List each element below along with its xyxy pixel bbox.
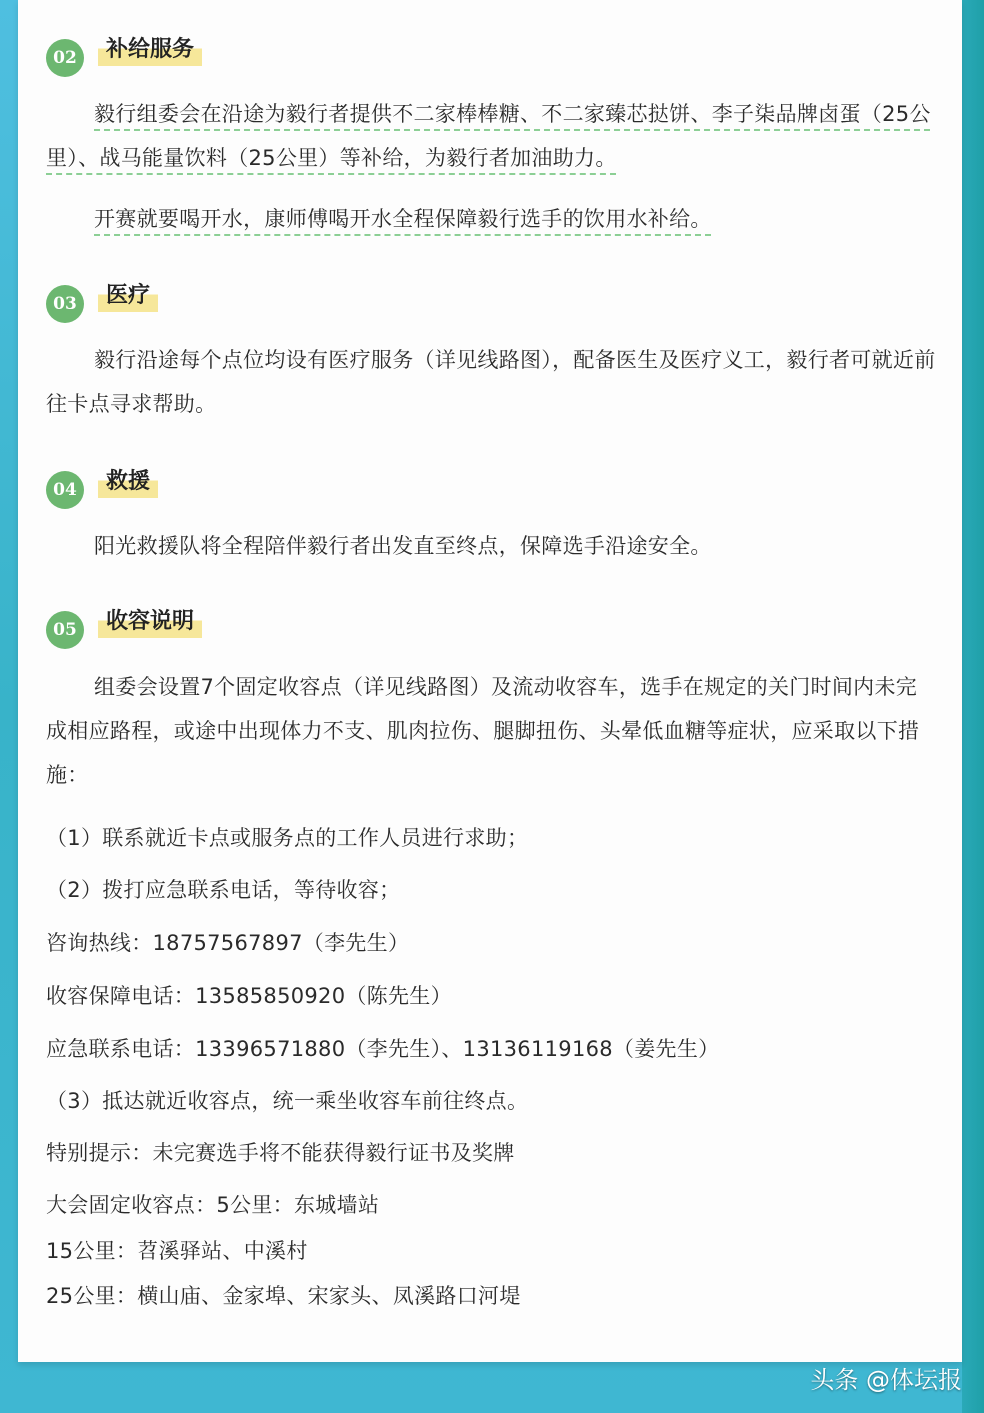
background-edge — [962, 0, 984, 1413]
sweep-phone-line: 收容保障电话：13585850920（陈先生） — [46, 984, 452, 1008]
section-number-badge: 03 — [46, 285, 84, 323]
section-title: 收容说明 — [98, 606, 202, 638]
source-watermark: 头条 @体坛报 — [810, 1366, 962, 1394]
content-card — [18, 0, 962, 1362]
special-note: 特别提示：未完赛选手将不能获得毅行证书及奖牌 — [46, 1141, 515, 1165]
paragraph: 毅行组委会在沿途为毅行者提供不二家棒棒糖、不二家臻芯挞饼、李子柒品牌卤蛋（25公里）、战马能量饮料（25公里）等补给，为毅行者加油助力。 — [46, 102, 931, 170]
paragraph: 阳光救援队将全程陪伴毅行者出发直至终点，保障选手沿途安全。 — [94, 534, 712, 558]
section-number-badge: 05 — [46, 611, 84, 649]
section-title: 补给服务 — [98, 34, 202, 66]
fixed-point-line: 大会固定收容点：5公里：东城墙站 — [46, 1193, 380, 1217]
fixed-point-line: 25公里：横山庙、金家埠、宋家头、凤溪路口河堤 — [46, 1284, 521, 1308]
section-title: 救援 — [98, 466, 158, 498]
fixed-point-line: 15公里：苕溪驿站、中溪村 — [46, 1239, 308, 1263]
list-item: （1）联系就近卡点或服务点的工作人员进行求助； — [46, 826, 529, 850]
paragraph: 开赛就要喝开水，康师傅喝开水全程保障毅行选手的饮用水补给。 — [94, 207, 712, 231]
list-item: （2）拨打应急联系电话，等待收容； — [46, 878, 401, 902]
section-title: 医疗 — [98, 280, 158, 312]
section-number-badge: 04 — [46, 471, 84, 509]
list-item: （3）抵达就近收容点，统一乘坐收容车前往终点。 — [46, 1089, 529, 1113]
hotline-line: 咨询热线：18757567897（李先生） — [46, 931, 410, 955]
paragraph: 毅行沿途每个点位均设有医疗服务（详见线路图），配备医生及医疗义工，毅行者可就近前往卡点寻求帮助。 — [46, 348, 936, 416]
paragraph: 组委会设置7个固定收容点（详见线路图）及流动收容车，选手在规定的关门时间内未完成相应路程，或途中出现体力不支、肌肉拉伤、腿脚扭伤、头晕低血糖等症状，应采取以下措施： — [46, 675, 920, 787]
section-number-badge: 02 — [46, 39, 84, 77]
emergency-phone-line: 应急联系电话：13396571880（李先生）、13136119168（姜先生） — [46, 1037, 720, 1061]
